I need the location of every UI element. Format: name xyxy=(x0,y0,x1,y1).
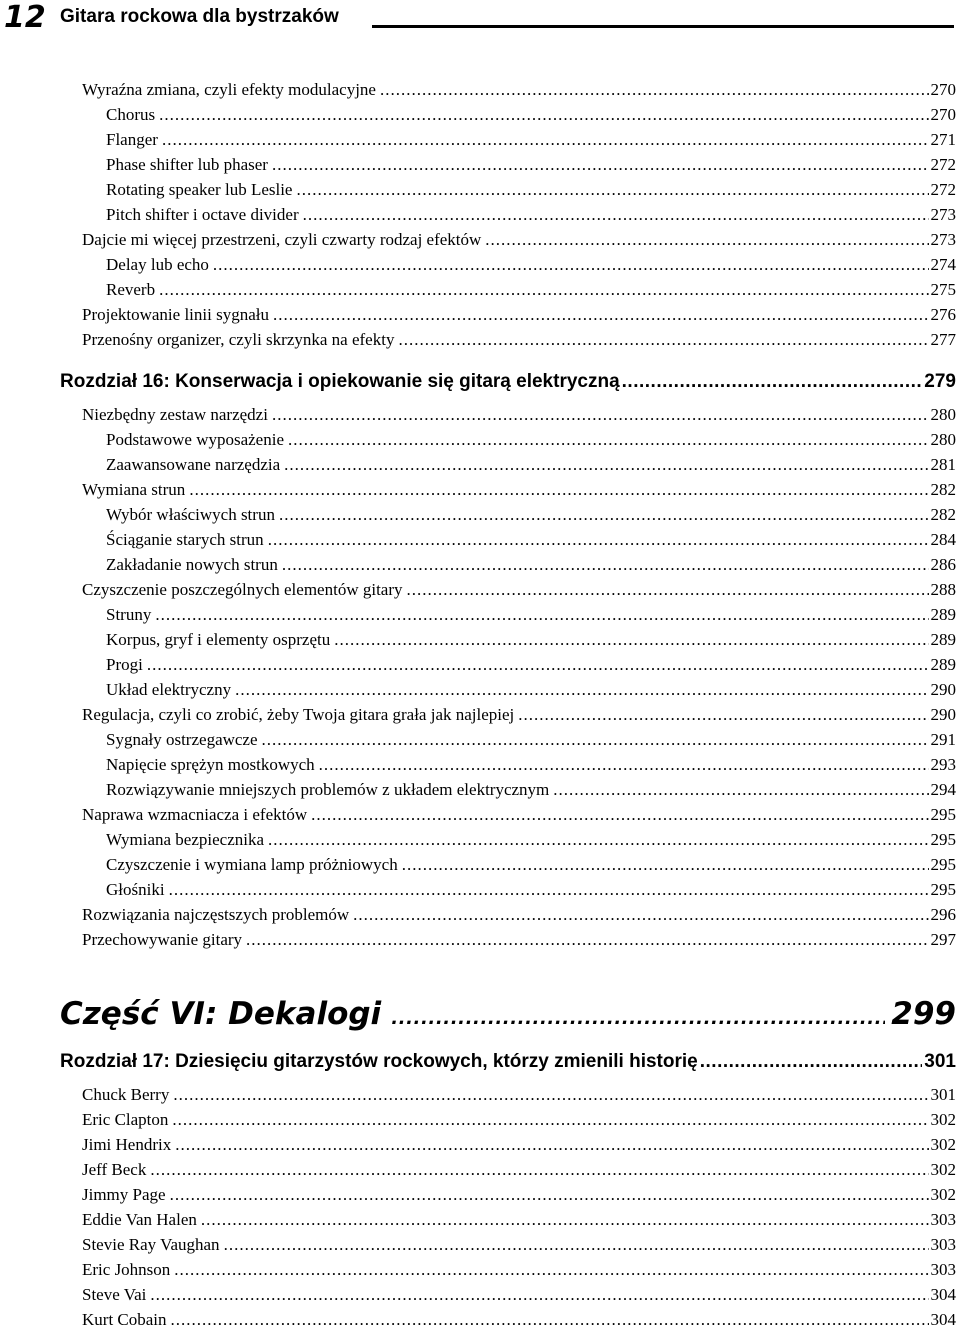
toc-entry-page: 282 xyxy=(930,505,956,524)
toc-leader-dots xyxy=(147,655,929,675)
toc-leader-dots xyxy=(485,230,928,250)
toc-entry xyxy=(82,905,956,925)
toc-leader-dots xyxy=(150,1160,928,1180)
toc-entry xyxy=(106,105,956,125)
header-rule xyxy=(372,25,954,28)
toc-entry-page: 290 xyxy=(930,705,956,724)
toc-leader-dots xyxy=(353,905,928,925)
toc-entry xyxy=(106,655,956,675)
toc-leader-dots xyxy=(334,630,928,650)
toc-entry-page: 299 xyxy=(891,996,956,1032)
toc-entry-page: 273 xyxy=(930,205,956,224)
toc-entry-title: Progi xyxy=(106,655,143,674)
toc-entry-title: Zaawansowane narzędzia xyxy=(106,455,281,474)
toc-entry-page: 289 xyxy=(930,655,956,674)
toc-entry xyxy=(82,1110,956,1130)
toc-entry-page: 280 xyxy=(930,405,956,424)
toc-entry xyxy=(82,80,956,100)
toc-entry xyxy=(82,1135,956,1155)
toc-entry-title: Rozdział 17: Dziesięciu gitarzystów rockowych, którzy zmienili historię xyxy=(60,1051,698,1072)
toc-entry-title: Układ elektryczny xyxy=(106,680,232,699)
toc-entry-title: Korpus, gryf i elementy osprzętu xyxy=(106,630,331,649)
toc-entry-title: Przechowywanie gitary xyxy=(82,930,243,949)
toc-leader-dots xyxy=(246,930,928,950)
toc-entry xyxy=(82,1085,956,1105)
toc-entry-page: 302 xyxy=(930,1160,956,1179)
toc-leader-dots xyxy=(380,80,929,100)
toc-leader-dots xyxy=(296,180,928,200)
toc-entry-page: 274 xyxy=(930,255,956,274)
toc-leader-dots xyxy=(262,730,929,750)
toc-entry xyxy=(82,305,956,325)
toc-leader-dots xyxy=(189,480,928,500)
toc-entry-title: Naprawa wzmacniacza i efektów xyxy=(82,805,308,824)
toc-leader-dots xyxy=(311,805,928,825)
toc-entry xyxy=(106,130,956,150)
toc-entry-title: Niezbędny zestaw narzędzi xyxy=(82,405,268,424)
toc-leader-dots xyxy=(407,580,929,600)
toc-entry-title: Struny xyxy=(106,605,152,624)
toc-entry xyxy=(106,830,956,850)
toc-leader-dots xyxy=(288,430,929,450)
toc-entry-page: 301 xyxy=(930,1085,956,1104)
toc-chapter xyxy=(60,1050,956,1074)
toc-entry-page: 296 xyxy=(930,905,956,924)
toc-entry xyxy=(106,630,956,650)
toc-entry xyxy=(82,1185,956,1205)
toc-entry-title: Zakładanie nowych strun xyxy=(106,555,278,574)
toc-entry-page: 295 xyxy=(930,855,956,874)
page-header xyxy=(0,0,960,40)
toc-entry-title: Rozdział 16: Konserwacja i opiekowanie się gitarą elektryczną xyxy=(60,371,620,392)
toc-entry-page: 281 xyxy=(930,455,956,474)
toc-entry-page: 294 xyxy=(930,780,956,799)
toc-leader-dots xyxy=(159,105,928,125)
toc-entry-page: 290 xyxy=(930,680,956,699)
toc-entry-title: Głośniki xyxy=(106,880,165,899)
toc-entry xyxy=(106,680,956,700)
toc-entry-title: Czyszczenie i wymiana lamp próżniowych xyxy=(106,855,398,874)
toc-entry xyxy=(82,330,956,350)
toc-entry-page: 295 xyxy=(930,830,956,849)
toc-entry-title: Rozwiązywanie mniejszych problemów z układem elektrycznym xyxy=(106,780,550,799)
toc-leader-dots xyxy=(213,255,929,275)
toc-entry-page: 279 xyxy=(924,371,956,392)
toc-entry xyxy=(106,180,956,200)
toc-entry xyxy=(82,1285,956,1305)
toc-leader-dots xyxy=(268,530,929,550)
toc-entry-title: Eric Johnson xyxy=(82,1260,171,1279)
toc-leader-dots xyxy=(162,130,929,150)
toc-entry-page: 273 xyxy=(930,230,956,249)
toc-entry xyxy=(106,205,956,225)
toc-entry-title: Jimmy Page xyxy=(82,1185,166,1204)
toc-entry-page: 270 xyxy=(930,80,956,99)
toc-part xyxy=(60,995,956,1038)
running-title: Gitara rockowa dla bystrzaków xyxy=(60,6,347,28)
toc-entry-page: 272 xyxy=(930,155,956,174)
toc-entry-title: Przenośny organizer, czyli skrzynka na efekty xyxy=(82,330,395,349)
toc-entry xyxy=(106,155,956,175)
toc-entry-page: 291 xyxy=(930,730,956,749)
toc-entry-page: 280 xyxy=(930,430,956,449)
toc-entry-page: 282 xyxy=(930,480,956,499)
toc-leader-dots xyxy=(174,1260,928,1280)
toc-leader-dots xyxy=(622,370,923,394)
toc-leader-dots xyxy=(700,1050,923,1074)
toc-entry-title: Eddie Van Halen xyxy=(82,1210,197,1229)
toc-entry xyxy=(106,505,956,525)
toc-entry-title: Czyszczenie poszczególnych elementów gitary xyxy=(82,580,403,599)
toc-entry xyxy=(106,430,956,450)
toc-entry-title: Napięcie sprężyn mostkowych xyxy=(106,755,315,774)
toc-leader-dots xyxy=(172,1110,928,1130)
toc-entry xyxy=(106,555,956,575)
toc-entry-page: 301 xyxy=(924,1051,956,1072)
toc-leader-dots xyxy=(303,205,929,225)
toc-entry-title: Kurt Cobain xyxy=(82,1310,167,1329)
toc-entry xyxy=(106,780,956,800)
toc-leader-dots xyxy=(272,405,929,425)
toc-entry xyxy=(82,1210,956,1230)
toc-entry-title: Wymiana bezpiecznika xyxy=(106,830,265,849)
toc-leader-dots xyxy=(319,755,929,775)
toc-entry xyxy=(82,1160,956,1180)
toc-entry-page: 304 xyxy=(930,1285,956,1304)
toc-entry-page: 302 xyxy=(930,1110,956,1129)
toc-entry-page: 272 xyxy=(930,180,956,199)
toc-entry xyxy=(82,405,956,425)
toc-leader-dots xyxy=(169,880,929,900)
toc-entry-title: Jeff Beck xyxy=(82,1160,147,1179)
toc-entry-page: 293 xyxy=(930,755,956,774)
toc-entry-page: 277 xyxy=(930,330,956,349)
toc-entry-title: Delay lub echo xyxy=(106,255,209,274)
toc-entry xyxy=(106,280,956,300)
toc-chapter xyxy=(60,370,956,394)
toc-leader-dots xyxy=(155,605,928,625)
toc-entry-page: 284 xyxy=(930,530,956,549)
toc-entry-page: 289 xyxy=(930,605,956,624)
toc-entry-page: 302 xyxy=(930,1135,956,1154)
toc-entry-title: Dajcie mi więcej przestrzeni, czyli czwarty rodzaj efektów xyxy=(82,230,482,249)
toc-entry xyxy=(82,805,956,825)
toc-entry-page: 271 xyxy=(930,130,956,149)
toc-entry xyxy=(82,1235,956,1255)
toc-entry-title: Flanger xyxy=(106,130,158,149)
toc-entry xyxy=(82,705,956,725)
toc-entry-page: 303 xyxy=(930,1235,956,1254)
toc-entry xyxy=(106,855,956,875)
toc-entry-page: 302 xyxy=(930,1185,956,1204)
toc-entry-page: 297 xyxy=(930,930,956,949)
toc-entry-title: Steve Vai xyxy=(82,1285,147,1304)
toc-entry xyxy=(82,1310,956,1330)
toc-entry-title: Phase shifter lub phaser xyxy=(106,155,268,174)
toc-entry-title: Wyraźna zmiana, czyli efekty modulacyjne xyxy=(82,80,376,99)
toc-leader-dots xyxy=(518,705,928,725)
toc-entry xyxy=(106,880,956,900)
toc-leader-dots xyxy=(268,830,928,850)
toc-entry-page: 275 xyxy=(930,280,956,299)
toc-entry-title: Chuck Berry xyxy=(82,1085,170,1104)
toc-leader-dots xyxy=(201,1210,929,1230)
toc-leader-dots xyxy=(170,1185,929,1205)
toc-entry-page: 276 xyxy=(930,305,956,324)
toc-entry-title: Podstawowe wyposażenie xyxy=(106,430,284,449)
toc-entry-title: Pitch shifter i octave divider xyxy=(106,205,299,224)
toc-entry-page: 303 xyxy=(930,1210,956,1229)
toc-leader-dots xyxy=(398,330,928,350)
toc-entry-title: Reverb xyxy=(106,280,156,299)
toc-entry-title: Projektowanie linii sygnału xyxy=(82,305,269,324)
toc-entry-title: Część VI: Dekalogi xyxy=(60,996,382,1032)
toc-leader-dots xyxy=(391,1000,885,1038)
toc-leader-dots xyxy=(272,155,929,175)
toc-leader-dots xyxy=(150,1285,928,1305)
toc-entry xyxy=(106,730,956,750)
toc-entry xyxy=(82,230,956,250)
toc-leader-dots xyxy=(553,780,928,800)
toc-entry-page: 286 xyxy=(930,555,956,574)
toc-leader-dots xyxy=(273,305,929,325)
toc-leader-dots xyxy=(279,505,929,525)
toc-entry-title: Ściąganie starych strun xyxy=(106,530,264,549)
toc-entry xyxy=(106,255,956,275)
toc-entry-page: 288 xyxy=(930,580,956,599)
toc-leader-dots xyxy=(402,855,929,875)
toc-entry-page: 295 xyxy=(930,880,956,899)
toc-entry xyxy=(106,605,956,625)
toc-leader-dots xyxy=(235,680,928,700)
toc-leader-dots xyxy=(175,1135,928,1155)
toc-leader-dots xyxy=(284,455,928,475)
toc-entry-page: 270 xyxy=(930,105,956,124)
toc-entry-page: 295 xyxy=(930,805,956,824)
toc-entry xyxy=(82,480,956,500)
toc-leader-dots xyxy=(159,280,928,300)
toc-entry-page: 303 xyxy=(930,1260,956,1279)
toc-entry-page: 289 xyxy=(930,630,956,649)
toc-entry-page: 304 xyxy=(930,1310,956,1329)
toc-entry-title: Sygnały ostrzegawcze xyxy=(106,730,258,749)
toc-leader-dots xyxy=(224,1235,929,1255)
toc-entry-title: Jimi Hendrix xyxy=(82,1135,172,1154)
toc-entry-title: Wymiana strun xyxy=(82,480,186,499)
toc-entry-title: Regulacja, czyli co zrobić, żeby Twoja gitara grała jak najlepiej xyxy=(82,705,515,724)
toc-leader-dots xyxy=(282,555,929,575)
toc-entry-title: Chorus xyxy=(106,105,156,124)
page-number: 12 xyxy=(4,0,46,35)
toc-entry-title: Rotating speaker lub Leslie xyxy=(106,180,293,199)
toc-entry-title: Rozwiązania najczęstszych problemów xyxy=(82,905,350,924)
toc-entry xyxy=(106,530,956,550)
toc-entry-title: Stevie Ray Vaughan xyxy=(82,1235,220,1254)
toc-entry-title: Wybór właściwych strun xyxy=(106,505,275,524)
toc-entry xyxy=(82,1260,956,1280)
toc-leader-dots xyxy=(173,1085,928,1105)
toc-entry xyxy=(106,755,956,775)
toc-leader-dots xyxy=(171,1310,929,1330)
toc-entry xyxy=(106,455,956,475)
toc-entry xyxy=(82,580,956,600)
toc-entry-title: Eric Clapton xyxy=(82,1110,169,1129)
toc-entry xyxy=(82,930,956,950)
